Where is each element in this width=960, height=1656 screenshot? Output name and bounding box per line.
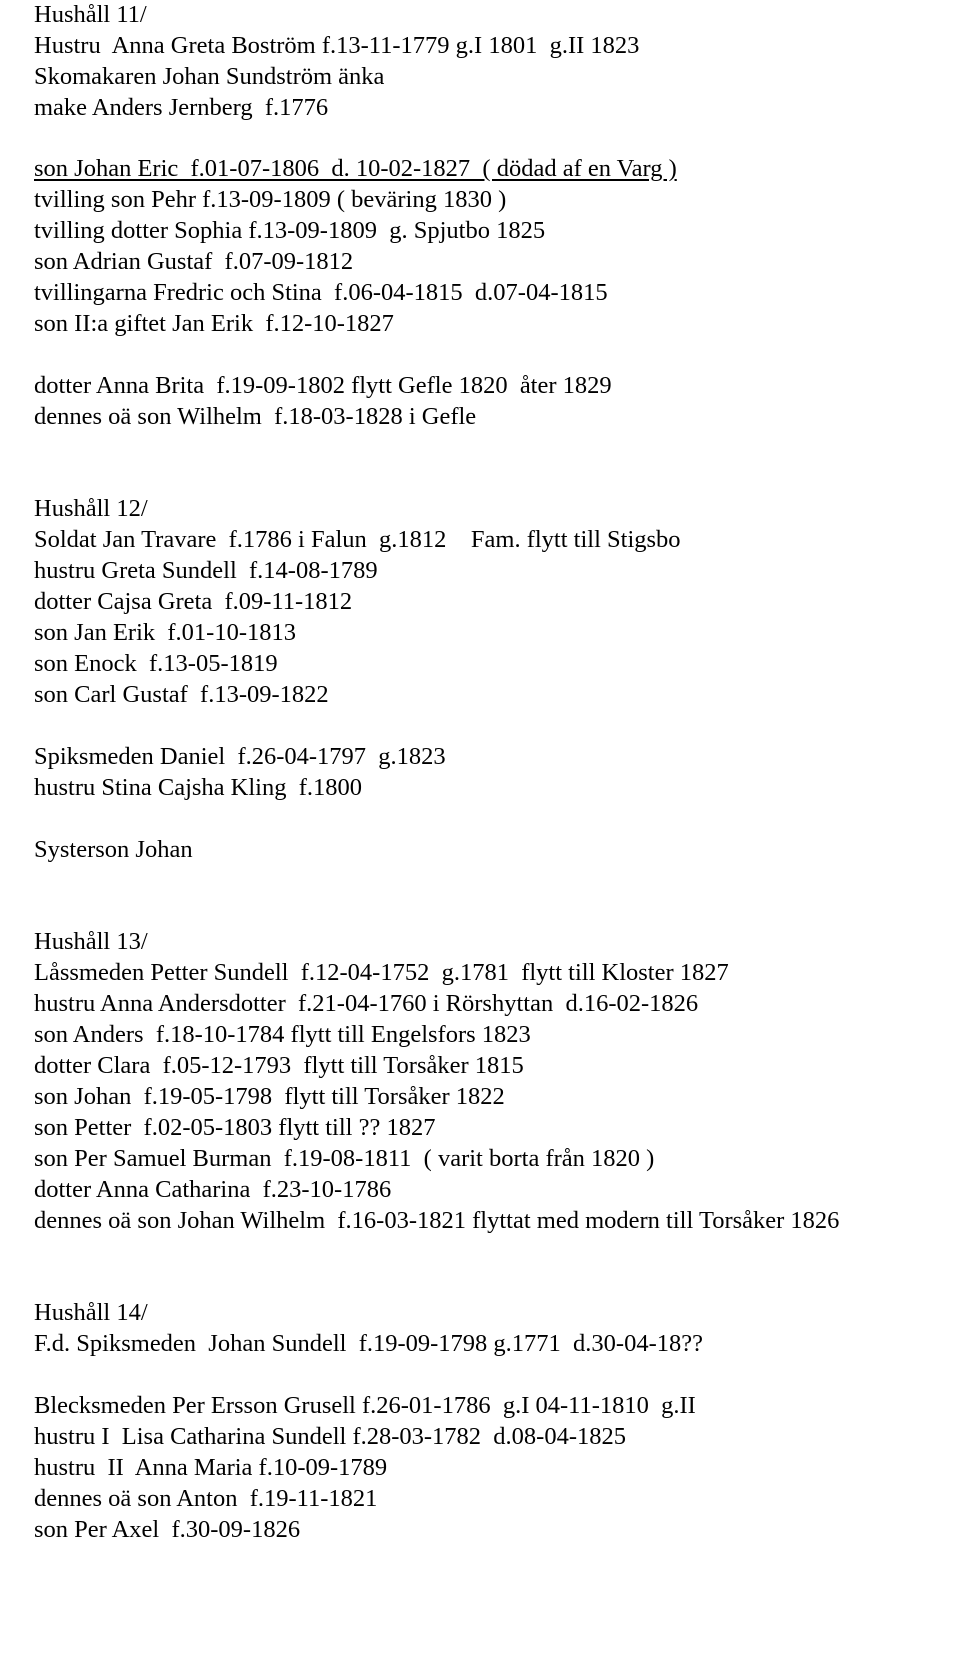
text-line: Spiksmeden Daniel f.26-04-1797 g.1823 (34, 743, 446, 770)
household-heading: Hushåll 13/ (34, 928, 148, 955)
text-line: make Anders Jernberg f.1776 (34, 94, 329, 121)
text-line: son Petter f.02-05-1803 flytt till ?? 1827 (34, 1114, 436, 1141)
text-line: Soldat Jan Travare f.1786 i Falun g.1812 Fam. flytt till Stigsbo (34, 526, 681, 553)
text-line: dotter Cajsa Greta f.09-11-1812 (34, 588, 353, 615)
text-line: Hushåll 11/ (34, 1, 147, 28)
text-line: son Carl Gustaf f.13-09-1822 (34, 681, 329, 708)
text-line: dennes oä son Wilhelm f.18-03-1828 i Gefle (34, 403, 477, 430)
text-line: dotter Anna Brita f.19-09-1802 flytt Gefle 1820 åter 1829 (34, 372, 612, 399)
text-line: dotter Clara f.05-12-1793 flytt till Torsåker 1815 (34, 1052, 524, 1079)
text-line: Skomakaren Johan Sundström änka (34, 63, 385, 90)
text-line: son Enock f.13-05-1819 (34, 650, 278, 677)
text-line: son Johan f.19-05-1798 flytt till Torsåker 1822 (34, 1083, 505, 1110)
text-line: Systerson Johan (34, 836, 193, 863)
text-line: son Anders f.18-10-1784 flytt till Engelsfors 1823 (34, 1021, 531, 1048)
text-line: dotter Anna Catharina f.23-10-1786 (34, 1176, 392, 1203)
text-line: Hustru Anna Greta Boström f.13-11-1779 g.I 1801 g.II 1823 (34, 32, 640, 59)
text-line: son II:a giftet Jan Erik f.12-10-1827 (34, 310, 394, 337)
text-line: Blecksmeden Per Ersson Grusell f.26-01-1786 g.I 04-11-1810 g.II (34, 1392, 696, 1419)
text-line: Låssmeden Petter Sundell f.12-04-1752 g.1781 flytt till Kloster 1827 (34, 959, 729, 986)
text-line: son Per Samuel Burman f.19-08-1811 ( varit borta från 1820 ) (34, 1145, 655, 1172)
text-line: son Jan Erik f.01-10-1813 (34, 619, 296, 646)
text-line: hustru Greta Sundell f.14-08-1789 (34, 557, 378, 584)
text-line: hustru Stina Cajsha Kling f.1800 (34, 774, 363, 801)
household-heading: Hushåll 14/ (34, 1299, 148, 1326)
text-line: tvilling son Pehr f.13-09-1809 ( beväring 1830 ) (34, 186, 507, 213)
text-line: son Johan Eric f.01-07-1806 d. 10-02-1827 ( dödad af en Varg ) (34, 155, 677, 182)
text-line: hustru I Lisa Catharina Sundell f.28-03-1782 d.08-04-1825 (34, 1423, 626, 1450)
text-line: dennes oä son Anton f.19-11-1821 (34, 1485, 378, 1512)
text-line: son Adrian Gustaf f.07-09-1812 (34, 248, 354, 275)
text-line: tvilling dotter Sophia f.13-09-1809 g. Spjutbo 1825 (34, 217, 546, 244)
text-line: dennes oä son Johan Wilhelm f.16-03-1821 flyttat med modern till Torsåker 1826 (34, 1207, 840, 1234)
household-heading: Hushåll 12/ (34, 495, 148, 522)
text-line: hustru Anna Andersdotter f.21-04-1760 i Rörshyttan d.16-02-1826 (34, 990, 699, 1017)
text-line: son Per Axel f.30-09-1826 (34, 1516, 301, 1543)
text-line: hustru II Anna Maria f.10-09-1789 (34, 1454, 388, 1481)
text-line: F.d. Spiksmeden Johan Sundell f.19-09-1798 g.1771 d.30-04-18?? (34, 1330, 704, 1357)
text-line: tvillingarna Fredric och Stina f.06-04-1815 d.07-04-1815 (34, 279, 608, 306)
